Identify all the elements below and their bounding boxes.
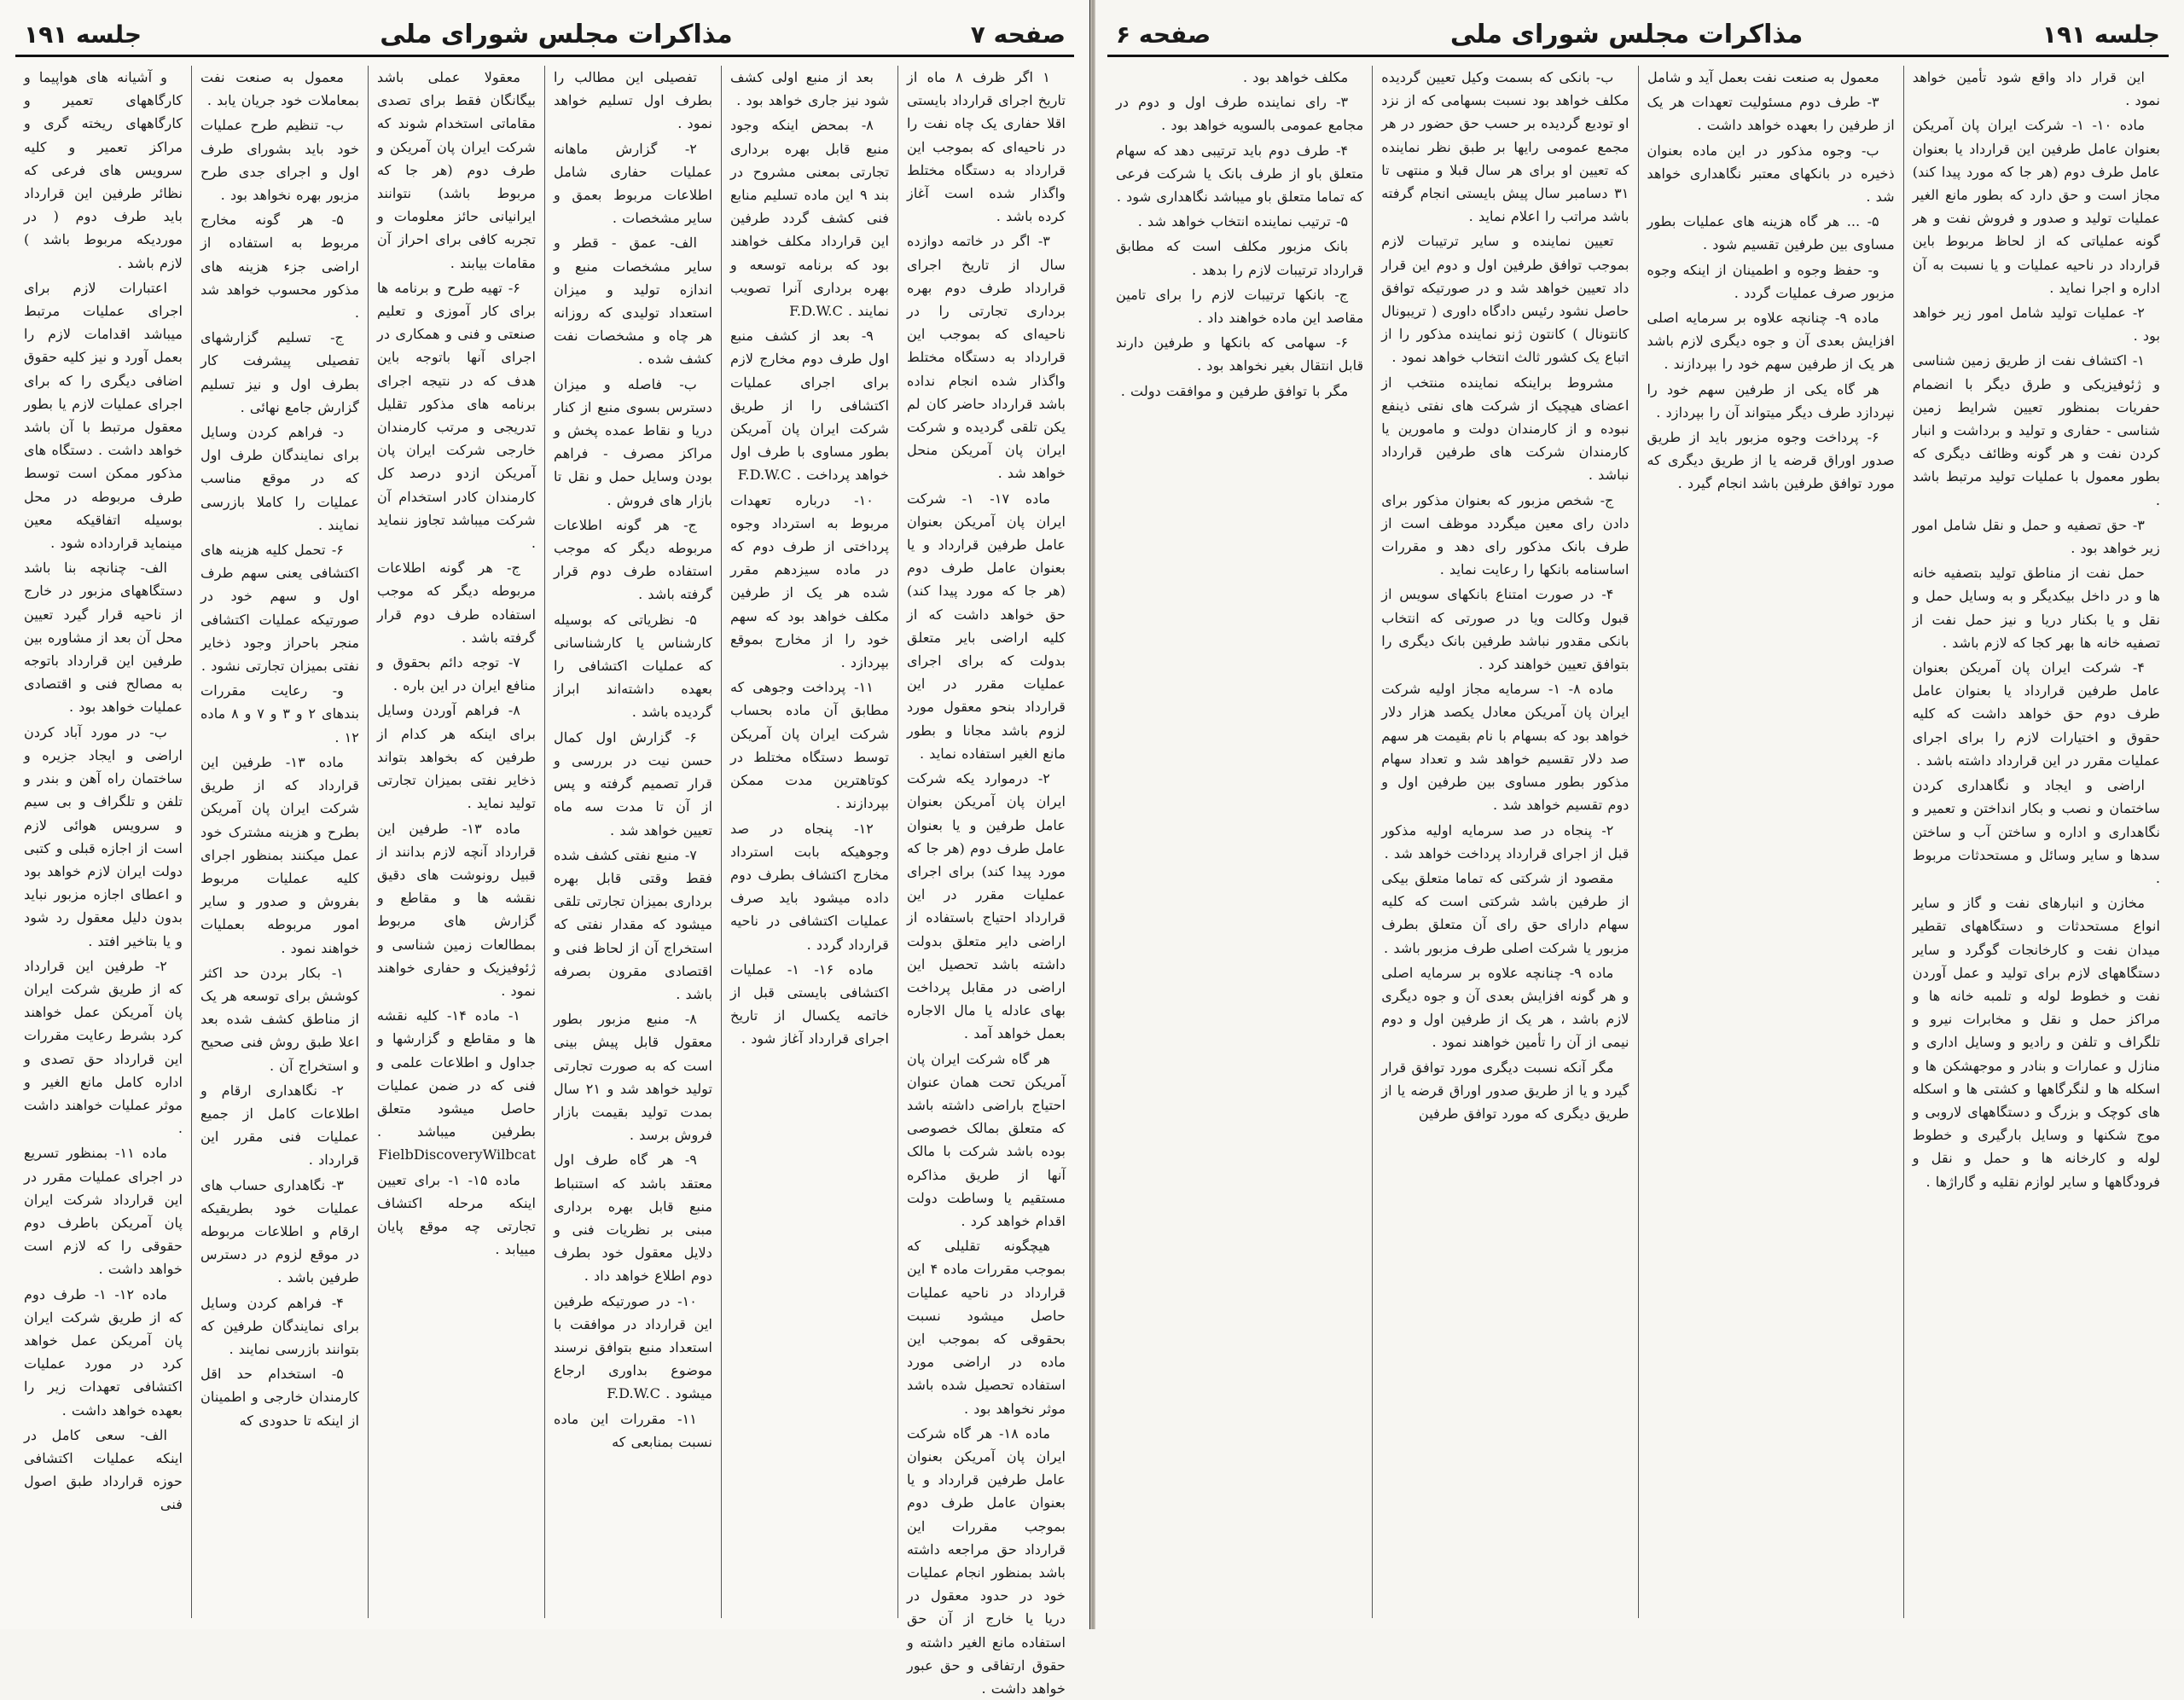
article-paragraph: ۳- اگر در خاتمه دوازده سال از تاریخ اجرای قرارداد طرف دوم بهره برداری تجارتی را در ناحیه‌ای که بموجب این قرارداد به دستگاه مختلط واگذار شده انجام نداده باشد قرارداد حاضر کان لم یکن تلقی گردیده و شرکت ایران پان آمریکن منحل خواهد شد .: [907, 233, 1066, 482]
text-column: [897, 66, 1074, 1697]
article-paragraph: ۲- گزارش ماهانه عملیات حفاری شامل اطلاعات مربوط بعمق و سایر مشخصات .: [554, 140, 712, 227]
article-paragraph: ب- تنظیم طرح عملیات خود باید بشورای طرف اول و اجرای جدی طرح مزبور بهره نخواهد بود .: [200, 117, 359, 204]
article-paragraph: هر گاه یکی از طرفین سهم خود را نپردازد طرف دیگر میتواند آن را بپردازد .: [1647, 380, 1895, 421]
article-paragraph: ماده ۱۵- ۱- برای تعیین اینکه مرحله اکتشاف تجارتی چه موقع پایان مییابد .: [377, 1171, 536, 1258]
text-column: [1903, 66, 2169, 1618]
article-paragraph: تفصیلی این مطالب را بطرف اول تسلیم خواهد نمود .: [554, 69, 712, 132]
text-column: [368, 66, 544, 1618]
article-paragraph: ۷- توجه دائم بحقوق و منافع ایران در این باره .: [377, 654, 536, 694]
article-paragraph: ج- بانکها ترتیبات لازم را برای تامین مقاصد این ماده خواهند داد .: [1116, 286, 1364, 327]
article-paragraph: ماده ۱۸- هر گاه شرکت ایران پان آمریکن بعنوان عامل طرفین قرارداد و یا بعنوان عامل طرف دوم بموجب مقررات این قرارداد حق مراجعه داشته باشد بمنظور انجام عملیات خود در حدود معقول در دریا یا خارج از آن حق استفاده مانع الغیر داشته و حقوق ارتفاقی و حق عبور خواهد داشت .: [907, 1424, 1066, 1697]
article-paragraph: ماده ۱۳- طرفین این قرارداد که از طریق شرکت ایران پان آمریکن بطرح و هزینه مشترک خود عمل میکنند بمنظور اجرای کلیه عملیات مربوط بفروش و صدور و سایر امور مربوطه بعملیات خواهند نمود .: [200, 753, 359, 956]
article-paragraph: ۶- پرداخت وجوه مزبور باید از طریق صدور اوراق قرضه یا از طریق دیگری که مورد توافق طرفین باشد انجام گیرد .: [1647, 429, 1895, 492]
article-paragraph: ۵- نظریاتی که بوسیله کارشناس یا کارشناسانی که عملیات اکتشافی را بعهده داشته‌اند ابراز گردیده باشد .: [554, 611, 712, 721]
article-paragraph: ۶- تهیه طرح و برنامه ها برای کار آموزی و تعلیم صنعتی و فنی و همکاری در اجرای آنها باتوجه باین هدف که در نتیجه اجرای برنامه های مذکور تقلیل تدریجی و مرتب کارمندان خارجی شرکت ایران پان آمریکن ازدو درصد کل کارمندان کادر استخدام آن شرکت میباشد تجاوز ننماید .: [377, 279, 536, 552]
article-paragraph: مگر آنکه نسبت دیگری مورد توافق قرار گیرد و یا از طریق صدور اوراق قرضه یا از طریق دیگری که مورد توافق طرفین: [1381, 1059, 1629, 1122]
article-paragraph: ۵- ترتیب نماینده انتخاب خواهد شد .: [1137, 213, 1349, 230]
right-page: [1092, 0, 2184, 1629]
left-page-header: [15, 14, 1074, 57]
article-paragraph: ج- هر گونه اطلاعات مربوطه دیگر که موجب استفاده طرف دوم قرار گرفته باشد .: [554, 516, 712, 603]
article-paragraph: ۴- در صورت امتناع بانکهای سویس از قبول وکالت ویا در صورتی که انتخاب بانکی مقدور نباشد طرفین بانک دیگری را بتوافق تعیین خواهند کرد .: [1381, 586, 1629, 673]
text-column: [544, 66, 721, 1618]
text-column: [1107, 66, 1372, 1618]
article-paragraph: ۶- تحمل کلیه هزینه های اکتشافی یعنی سهم طرف اول و سهم خود در صورتیکه عملیات اکتشافی منجر باحراز وجود ذخایر نفتی بمیزان تجارتی نشود .: [200, 542, 359, 675]
article-paragraph: این قرار داد واقع شود تأمین خواهد نمود .: [1912, 69, 2160, 109]
article-paragraph: ۲- عملیات تولید شامل امور زیر خواهد بود .: [1912, 305, 2160, 345]
article-paragraph: ۹- هر گاه طرف اول معتقد باشد که استنباط منبع قابل بهره برداری مبنی بر نظریات فنی و دلایل معقول خود بطرف دوم اطلاع خواهد داد .: [554, 1152, 712, 1285]
text-column: [191, 66, 368, 1618]
article-paragraph: ماده ۱۳- طرفین این قرارداد آنچه لازم بدانند از قبیل رونوشت های دقیق نقشه ها و مقاطع و گزارش های مربوط بمطالعات زمین شناسی و ژئوفیزیک و حفاری خواهند نمود .: [377, 820, 536, 999]
article-paragraph: ۱- اکتشاف نفت از طریق زمین شناسی و ژئوفیزیکی و طرق دیگر با انضمام حفریات بمنظور تعیین شرایط زمین شناسی - حفاری و تولید و برداشت و انبار کردن نفت و هر گونه وظائف دیگری که بطور معمول با عملیات تولید مرتبط باشد .: [1912, 352, 2160, 508]
left-page-number: صفحه ۷: [970, 20, 1066, 49]
page-fold-divider: [1090, 0, 1095, 1629]
right-page-number: صفحه ۶: [1116, 20, 1211, 49]
article-paragraph: تعیین نماینده و سایر ترتیبات لازم بموجب توافق طرفین اول و دوم این قرار داد تعیین خواهد شد و در صورتیکه توافق حاصل نشود رئیس دادگاه داوری ( تریبونال کانتونال ) کانتون ژنو نماینده مذکور را از اتباع یک کشور ثالث انتخاب خواهد نمود .: [1381, 233, 1629, 366]
article-paragraph: ماده ۱۷- ۱- شرکت ایران پان آمریکن بعنوان عامل طرفین قرارداد و یا بعنوان عامل طرف دوم (هر جا که مورد پیدا کند) حق خواهد داشت که از کلیه اراضی بایر متعلق بدولت که برای اجرای عملیات مقرر در این قرارداد بنحو معقول مورد لزوم باشد مجانا و بطور مانع الغیر استفاده نماید .: [907, 490, 1066, 762]
article-paragraph: الف- عمق - قطر و سایر مشخصات منبع و اندازه تولید و میزان استعداد تولیدی که روزانه هر چاه و مشخصات نفت کشف شده .: [554, 235, 712, 368]
article-paragraph: معمول به صنعت نفت بعمل آید و شامل: [1647, 69, 1879, 85]
article-paragraph: ۱ اگر ظرف ۸ ماه از تاریخ اجرای قرارداد بایستی اقلا حفاری یک چاه نفت را در ناحیه‌ای که بموجب این قرارداد به دستگاه مختلط واگذار شده است آغاز کرده باشد .: [907, 69, 1066, 225]
article-paragraph: ۱۰- درباره تعهدات مربوط به استرداد وجوه پرداختی از طرف دوم که در ماده سیزدهم مقرر شده هر یک از طرفین مکلف خواهد بود که سهم خود را از مخارج بموقع بپردازد .: [730, 491, 889, 671]
article-paragraph: ۳- طرف دوم مسئولیت تعهدات هر یک از طرفین را بعهده خواهد داشت .: [1647, 94, 1895, 134]
article-paragraph: ۴- طرف دوم باید ترتیبی دهد که سهام متعلق باو از طرف بانک یا شرکت فرعی که تماما متعلق باو میباشد نگاهداری شود .: [1116, 142, 1364, 206]
article-paragraph: ج- شخص مزبور که بعنوان مذکور برای دادن رای معین میگردد موظف است از طرف بانک مذکور رای دهد و مقررات اساسنامه بانکها را رعایت نماید .: [1381, 491, 1629, 578]
article-paragraph: ۱۰- در صورتیکه طرفین این قرارداد در موافقت با استعداد منبع بتوافق نرسند موضوع بداوری ارجاع میشود . F.D.W.C: [554, 1292, 712, 1402]
text-column: [15, 66, 191, 1618]
article-paragraph: ماده ۱۰- ۱- شرکت ایران پان آمریکن بعنوان عامل طرفین این قرارداد یا بعنوان عامل طرف دوم (هر جا که مورد پیدا کند) مجاز است و حق دارد که بطور مانع الغیر عملیات تولید و صدور و فروش نفت و هر گونه عملیاتی که از لحاظ مربوط باین قرارداد در ناحیه عملیات و یا نسبت به آن اداره و اجرا نماید .: [1912, 117, 2160, 296]
text-column: [721, 66, 897, 1618]
article-paragraph: هیچگونه تقلیلی که بموجب مقررات ماده ۴ این قرارداد در ناحیه عملیات حاصل میشود نسبت بحقوقی که بموجب این ماده در اراضی مورد استفاده تحصیل شده باشد موثر نخواهد بود .: [907, 1238, 1066, 1417]
article-paragraph: ماده ۱۶- ۱- عملیات اکتشافی بایستی قبل از خاتمه یکسال از تاریخ اجرای قرارداد آغاز شود .: [730, 960, 889, 1047]
article-paragraph: مخازن و انبارهای نفت و گاز و سایر انواع مستحدثات و دستگاههای تقطیر میدان نفت و کارخانجات گوگرد و سایر دستگاههای لازم برای تولید و عمل آوردن نفت و خطوط لوله و تلمبه خانه ها و مراکز حمل و نقل و مخابرات نیرو و تلگراف و تلفن و رادیو و وسایل اداری و منازل و عمارات و بنادر و موجهشکن ها و اسکله ها و لنگرگاهها و کشتی ها و اسکله های کوچک و بزرگ و دستگاههای لاروبی و موج شکنها و وسایل بارگیری و خطوط لوله و کارخانه ها و حمل و نقل و فرودگاهها و سایر لوازم نقلیه و گاراژها .: [1912, 895, 2160, 1190]
article-paragraph: بعد از منبع اولی کشف شود نیز جاری خواهد بود .: [730, 69, 889, 109]
article-paragraph: ج- تسلیم گزارشهای تفصیلی پیشرفت کار بطرف اول و نیز تسلیم گزارش جامع نهائی .: [200, 329, 359, 415]
article-paragraph: حمل نفت از مناطق تولید بتصفیه خانه ها و در داخل بیکدیگر و به وسایل حمل و نقل و یا بکنار دریا و نیز حمل نفت از تصفیه خانه ها بهر کجا که لازم باشد .: [1912, 565, 2160, 651]
article-paragraph: ۱۱- مقررات این ماده نسبت بمنابعی که: [554, 1410, 712, 1450]
article-paragraph: مقصود از شرکتی که تماما متعلق بیکی از طرفین باشد شرکتی است که کلیه سهام دارای حق رای آن متعلق بطرف مزبور یا شرکت اصلی طرف مزبور باشد .: [1381, 869, 1629, 956]
text-column: [1638, 66, 1903, 1618]
right-page-session: جلسه ۱۹۱: [2042, 20, 2160, 49]
article-paragraph: معقولا عملی باشد بیگانگان فقط برای تصدی مقاماتی استخدام شوند که شرکت ایران پان آمریکن و طرف دوم (هر جا که مربوط باشد) نتوانند ایرانیانی حائز معلومات و تجربه کافی برای احراز آن مقامات بیابند .: [377, 69, 536, 271]
article-paragraph: ۷- منبع نفتی کشف شده فقط وقتی قابل بهره برداری بمیزان تجارتی تلقی میشود که مقدار نفتی که استخراج آن از لحاظ فنی و اقتصادی مقرون بصرفه باشد .: [554, 846, 712, 1002]
article-paragraph: ماده ۱۲- ۱- طرف دوم که از طریق شرکت ایران پان آمریکن عمل خواهد کرد در مورد عملیات اکتشافی تعهدات زیر را بعهده خواهد داشت .: [24, 1285, 183, 1419]
article-paragraph: ۱- ماده ۱۴- کلیه نقشه ها و مقاطع و گزارشها و جداول و اطلاعات علمی و فنی که در ضمن عملیات حاصل میشود متعلق بطرفین میباشد . FielbDiscoveryWilbcat: [377, 1007, 536, 1163]
article-paragraph: ب- فاصله و میزان دسترس بسوی منبع از کنار دریا و نقاط عمده پخش و مراکز مصرف - فراهم بودن وسایل حمل و نقل تا بازار های فروش .: [554, 375, 712, 508]
article-paragraph: ۹- بعد از کشف منبع اول طرف دوم مخارج لازم برای اجرای عملیات اکتشافی را از طریق شرکت ایران پان آمریکن بطور مساوی با طرف اول خواهد پرداخت . F.D.W.C: [730, 328, 889, 484]
right-page-columns: [1107, 66, 2169, 1618]
article-paragraph: ۴- شرکت ایران پان آمریکن بعنوان عامل طرفین قرارداد یا بعنوان عامل طرف دوم حق خواهد داشت که کلیه حقوق و اختیارات لازم را برای اجرای عملیات مقرر در این قرارداد داشته باشد .: [1912, 659, 2160, 769]
article-paragraph: ۳- نگاهداری حساب های عملیات خود بطریقیکه ارقام و اطلاعات مربوطه در موقع لزوم در دسترس طرفین باشد .: [200, 1176, 359, 1286]
article-paragraph: ۶- گزارش اول کمال حسن نیت در بررسی و قرار تصمیم گرفته و پس از آن تا مدت سه ماه تعیین خواهد شد .: [554, 728, 712, 838]
article-paragraph: ۱۱- پرداخت وجوهی که مطابق آن ماده بحساب شرکت ایران پان آمریکن توسط دستگاه مختلط در کوتاهترین مدت ممکن بپردازند .: [730, 679, 889, 812]
article-paragraph: د- فراهم کردن وسایل برای نمایندگان طرف اول که در موقع مناسب عملیات را کاملا بازرسی نمایند .: [200, 424, 359, 533]
article-paragraph: ب- وجوه مذکور در این ماده بعنوان ذخیره در بانکهای معتبر نگاهداری خواهد شد .: [1647, 142, 1895, 206]
article-paragraph: ۲- درموارد یکه شرکت ایران پان آمریکن بعنوان عامل طرفین و یا بعنوان عامل طرف دوم (هر جا که مورد پیدا کند) برای اجرای عملیات مقرر در این قرارداد احتیاج باستفاده از اراضی دایر متعلق بدولت داشته باشد تحصیل این اراضی در مقابل پرداخت بهای عادله یا مال الاجاره بعمل خواهد آمد .: [907, 770, 1066, 1042]
article-paragraph: ۱- بکار بردن حد اکثر کوشش برای توسعه هر یک از مناطق کشف شده بعد اعلا طبق روش فنی صحیح و استخراج آن .: [200, 964, 359, 1074]
article-paragraph: ج- هر گونه اطلاعات مربوطه دیگر که موجب استفاده طرف دوم قرار گرفته باشد .: [377, 560, 536, 646]
article-paragraph: و- رعایت مقررات بندهای ۲ و ۳ و ۷ و ۸ ماده ۱۲ .: [200, 682, 359, 746]
article-paragraph: ماده ۱۱- بمنظور تسریع در اجرای عملیات مقرر در این قرارداد شرکت ایران پان آمریکن باطرف دوم حقوقی را که لازم است خواهد داشت .: [24, 1145, 183, 1278]
left-page: [0, 0, 1092, 1697]
article-paragraph: ۱۲- پنجاه در صد وجوهیکه بابت استرداد مخارج اکتشاف بطرف دوم داده میشود باید صرف عملیات اکتشافی در ناحیه قرارداد گردد .: [730, 820, 889, 953]
article-paragraph: ۵- ... هر گاه هزینه های عملیات بطور مساوی بین طرفین تقسیم شود .: [1647, 213, 1895, 253]
right-page-title: مذاکرات مجلس شورای ملی: [1449, 19, 1804, 49]
article-paragraph: ماده ۸- ۱- سرمایه مجاز اولیه شرکت ایران پان آمریکن معادل یکصد هزار دلار خواهد بود که بسهام با نام بقیمت هر سهم صد دلار تقسیم خواهد شد و تعداد سهام مذکور بطور مساوی بین طرفین اول و دوم تقسیم خواهد شد .: [1381, 681, 1629, 814]
article-paragraph: الف- چنانچه بنا باشد دستگاههای مزبور در خارج از ناحیه قرار گیرد تعیین محل آن بعد از مشاوره بین طرفین این قرارداد باتوجه به مصالح فنی و اقتصادی عملیات خواهد بود .: [24, 560, 183, 716]
article-paragraph: ۳- رای نماینده طرف اول و دوم در مجامع عمومی بالسویه خواهد بود .: [1116, 94, 1364, 134]
article-paragraph: ۲- طرفین این قرارداد که از طریق شرکت ایران پان آمریکن عمل خواهند کرد بشرط رعایت مقررات این قرارداد حق تصدی و اداره کامل مانع الغیر و موثر عملیات خواهند داشت .: [24, 957, 183, 1137]
left-page-title: مذاکرات مجلس شورای ملی: [380, 19, 733, 49]
article-paragraph: معمول به صنعت نفت بمعاملات خود جریان یابد .: [200, 69, 359, 109]
article-paragraph: اعتبارات لازم برای اجرای عملیات مرتبط میباشد اقدامات لازم را بعمل آورد و نیز کلیه حقوق اضافی دیگری را که برای اجرای عملیات لازم یا بطور معقول مرتبط با آن باشد خواهد داشت . دستگاه های مذکور ممکن است توسط طرف مربوطه در محل بوسیله اتفاقیکه معین مینماید قرارداده شود .: [24, 279, 183, 552]
article-paragraph: ۴- فراهم کردن وسایل برای نمایندگان طرفین که بتوانند بازرسی نمایند .: [200, 1294, 359, 1357]
article-paragraph: ۶- سهامی که بانکها و طرفین دارند قابل انتقال بغیر نخواهد بود .: [1116, 334, 1364, 374]
text-column: [1372, 66, 1637, 1618]
article-paragraph: ماده ۹- چنانچه علاوه بر سرمایه اصلی افزایش بعدی آن و جوه دیگری لازم باشد هر یک از طرفین سهم خود را بپردازند .: [1647, 310, 1895, 373]
left-page-session: جلسه ۱۹۱: [24, 20, 142, 49]
article-paragraph: الف- سعی کامل در اینکه عملیات اکتشافی حوزه قرارداد طبق اصول فنی: [24, 1426, 183, 1513]
article-paragraph: ماده ۹- چنانچه علاوه بر سرمایه اصلی و هر گونه افزایش بعدی آن و جوه دیگری لازم باشد ، هر یک از طرفین اول و دوم نیمی از آن را تأمین خواهند نمود .: [1381, 964, 1629, 1051]
article-paragraph: ۸- بمحض اینکه وجود منبع قابل بهره برداری تجارتی بمعنی مشروح در بند ۹ این ماده تسلیم منابع فنی کشف گردد طرفین این قرارداد مکلف خواهند بود که برنامه توسعه و بهره برداری آنرا تصویب نمایند . F.D.W.C: [730, 117, 889, 320]
article-paragraph: مگر با توافق طرفین و موافقت دولت .: [1120, 382, 1349, 399]
article-paragraph: ب- بانکی که بسمت وکیل تعیین گردیده مکلف خواهد بود نسبت بسهامی که از نزد او تودیع گردیده بر حسب حق حضور در هر مجمع عمومی رایها بر طبق نظر نماینده که تعیین او برای هر سال قبلا و منتهی تا ۳۱ دسامبر سال پیش بایستی انجام گرفته باشد مراتب را اعلام نماید .: [1381, 69, 1629, 225]
article-paragraph: بانک مزبور مکلف است که مطابق قرارداد ترتیبات لازم را بدهد .: [1116, 238, 1364, 278]
article-paragraph: ۵- هر گونه مخارج مربوط به استفاده از اراضی جزء هزینه های مذکور محسوب خواهد شد .: [200, 212, 359, 322]
article-paragraph: و- حفظ وجوه و اطمینان از اینکه وجوه مزبور صرف عملیات گردد .: [1647, 261, 1895, 301]
article-paragraph: و آشیانه های هواپیما و کارگاههای تعمیر و کارگاههای ریخته گری و مراکز تعمیر و کلیه سرویس های فرعی که نظائر طرفین این قرارداد باید طرف دوم ( در موردیکه مربوط باشد ) لازم باشد .: [24, 69, 183, 271]
article-paragraph: مکلف خواهد بود .: [1242, 69, 1349, 85]
article-paragraph: ۲- پنجاه در صد سرمایه اولیه مذکور قبل از اجرای قرارداد پرداخت خواهد شد .: [1381, 821, 1629, 862]
article-paragraph: هر گاه شرکت ایران پان آمریکن تحت همان عنوان احتیاج باراضی داشته باشد که متعلق بمالک خصوصی بوده باشد شرکت با مالک آنها از طریق مذاکره مستقیم یا وساطت دولت اقدام خواهد کرد .: [907, 1050, 1066, 1229]
article-paragraph: ب- در مورد آباد کردن اراضی و ایجاد جزیره و ساختمان راه آهن و بندر و تلفن و تلگراف و بی سیم و سرویس هوائی لازم است از اجازه قبلی و کتبی دولت ایران لازم خواهد بود و اعطای اجازه مزبور نباید بدون دلیل معقول رد شود و یا بتاخیر افتد .: [24, 723, 183, 949]
article-paragraph: ۸- منبع مزبور بطور معقول قابل پیش بینی است که به صورت تجارتی تولید خواهد شد و ۲۱ سال بمدت تولید بقیمت بازار فروش برسد .: [554, 1011, 712, 1144]
right-page-header: [1107, 14, 2169, 57]
article-paragraph: ۳- حق تصفیه و حمل و نقل شامل امور زیر خواهد بود .: [1912, 516, 2160, 557]
article-paragraph: اراضی و ایجاد و نگاهداری کردن ساختمان و نصب و بکار انداختن و تعمیر و نگاهداری و اداره و ساختن آب و ساختن سدها و سایر وسائل و مستحدثات مربوط .: [1912, 777, 2160, 886]
article-paragraph: ۸- فراهم آوردن وسایل برای اینکه هر کدام از طرفین که بخواهد بتواند ذخایر نفتی بمیزان تجارتی تولید نماید .: [377, 702, 536, 812]
article-paragraph: ۵- استخدام حد اقل کارمندان خارجی و اطمینان از اینکه تا حدودی که: [200, 1366, 359, 1429]
article-paragraph: مشروط براینکه نماینده منتخب از اعضای هیچیک از شرکت های نفتی ذینفع نبوده و از کارمندان دولت و مامورین یا کارمندان شرکت های طرفین قرارداد نباشد .: [1381, 374, 1629, 484]
left-page-columns: [15, 66, 1074, 1697]
article-paragraph: ۲- نگاهداری ارقام و اطلاعات کامل از جمیع عملیات فنی مقرر این قرارداد .: [200, 1082, 359, 1169]
